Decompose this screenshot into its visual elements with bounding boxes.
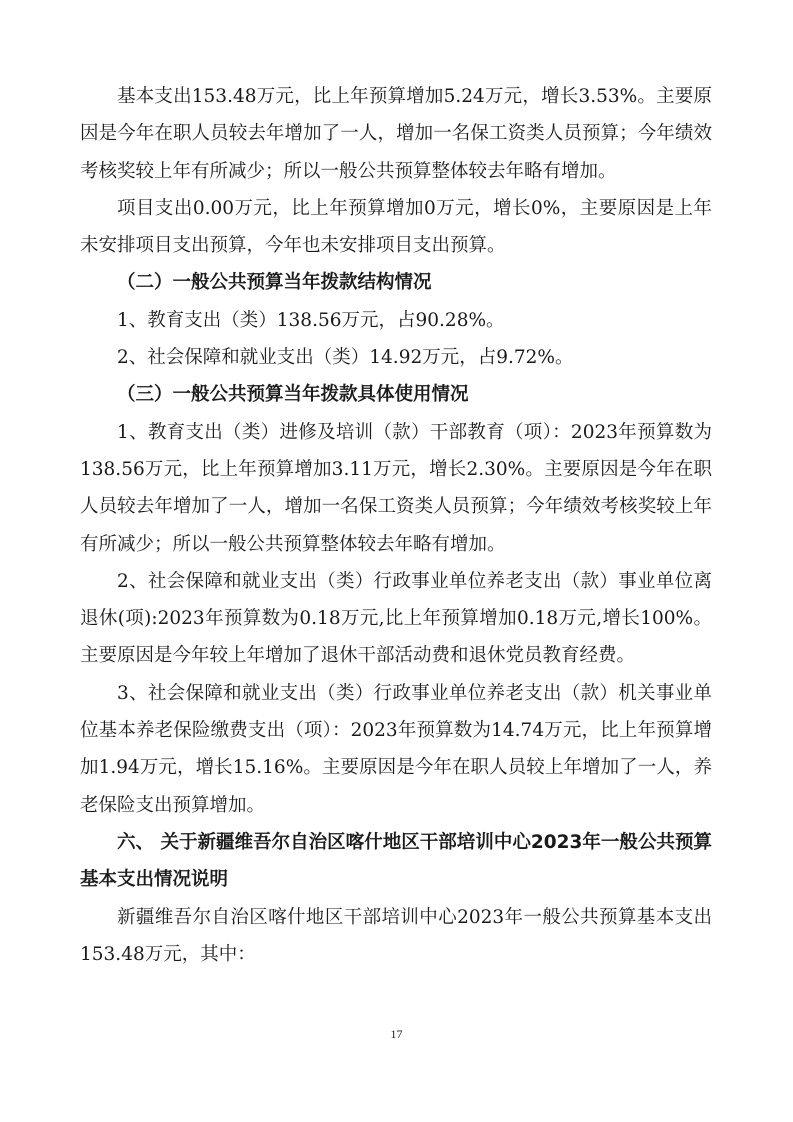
paragraph-project-expenditure: 项目支出0.00万元，比上年预算增加0万元，增长0%，主要原因是上年未安排项目支出预算，今年也未安排项目支出预算。 [80,197,712,257]
paragraph-education-detail: 1、教育支出（类）进修及培训（款）干部教育（项）：2023年预算数为138.56万元，比上年预算增加3.11万元，增长2.30%。主要原因是今年在职人员较去年增加了一人，增加一名保工资类人员预算；今年绩效考核奖较上年有所减少；所以一般公共预算整体较去年略有增加。 [80,421,712,555]
subheading-allocation-structure: （二）一般公共预算当年拨款结构情况 [117,272,432,294]
subheading-allocation-usage: （三）一般公共预算当年拨款具体使用情况 [117,384,469,406]
paragraph-social-security-share: 2、社会保障和就业支出（类）14.92万元，占9.72%。 [117,347,574,369]
paragraph-retirement-detail: 2、社会保障和就业支出（类）行政事业单位养老支出（款）事业单位离退休(项):2023年预算数为0.18万元,比上年预算增加0.18万元,增长100%。主要原因是今年较上年增加了退休干部活动费和退休党员教育经费。 [80,570,712,667]
section-heading-six: 六、 关于新疆维吾尔自治区喀什地区干部培训中心2023年一般公共预算基本支出情况说明 [80,831,712,891]
paragraph-basic-expenditure: 基本支出153.48万元，比上年预算增加5.24万元，增长3.53%。主要原因是今年在职人员较去年增加了一人，增加一名保工资类人员预算；今年绩效考核奖较上年有所减少；所以一般公共预算整体较去年略有增加。 [80,86,712,182]
paragraph-pension-insurance-detail: 3、社会保障和就业支出（类）行政事业单位养老支出（款）机关事业单位基本养老保险缴费支出（项）：2023年预算数为14.74万元，比上年预算增加1.94万元，增长15.16%。主要原因是今年在职人员较上年增加了一人，养老保险支出预算增加。 [80,682,712,816]
document-body [80,78,712,973]
paragraph-education-share: 1、教育支出（类）138.56万元，占90.28%。 [117,309,505,331]
paragraph-basic-expenditure-summary: 新疆维吾尔自治区喀什地区干部培训中心2023年一般公共预算基本支出153.48万元，其中： [80,906,712,965]
page-number: 17 [390,1027,403,1041]
